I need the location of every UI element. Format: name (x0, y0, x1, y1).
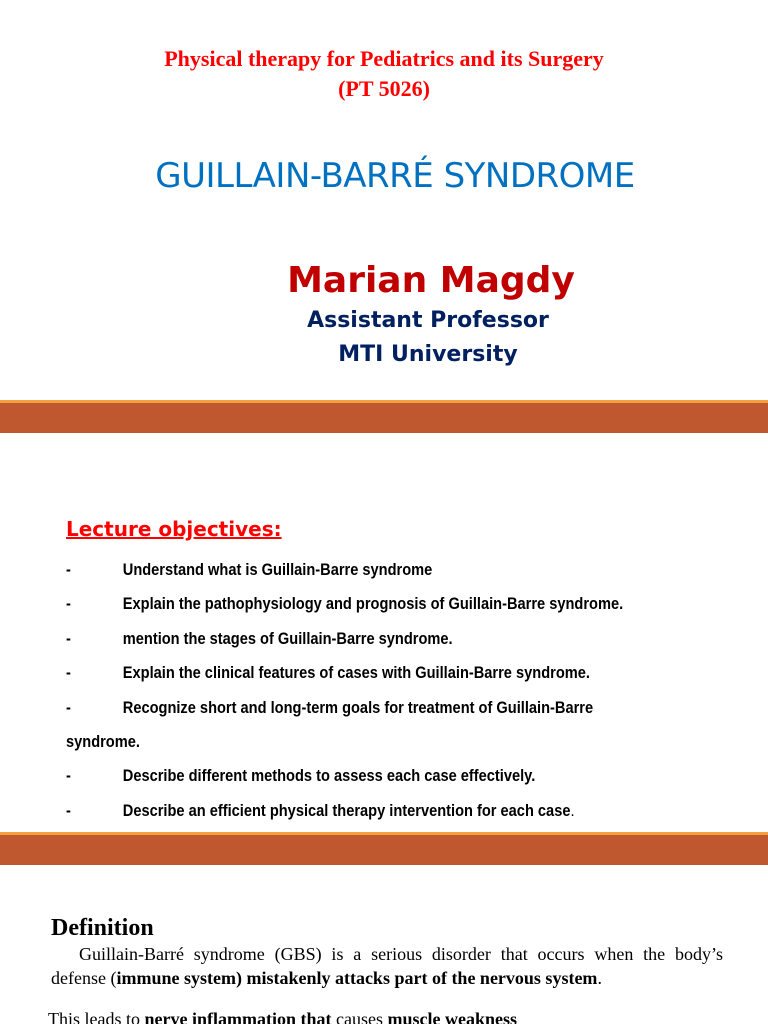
objective-text: Explain the pathophysiology and prognosis of Guillain-Barre syndrome. (122, 594, 624, 614)
paragraph-bold-text: muscle weakness (387, 1009, 517, 1024)
title-slide (0, 0, 768, 400)
course-title (0, 44, 768, 104)
definition-paragraph (51, 942, 723, 990)
objectives-list (66, 553, 746, 828)
definition-heading: Definition (51, 915, 154, 941)
definition-bold-text: immune system) mistakenly attacks part of the nervous system (116, 968, 598, 988)
course-title-line1: Physical therapy for Pediatrics and its Surgery (164, 46, 604, 71)
objective-text: mention the stages of Guillain-Barre syndrome. (122, 628, 453, 648)
objective-item-continuation (66, 725, 745, 759)
objective-item (66, 553, 745, 587)
bullet-dash: - (66, 766, 71, 786)
lecture-title: GUILLAIN-BARRÉ SYNDROME (155, 156, 635, 196)
objective-text: Understand what is Guillain-Barre syndrome (122, 560, 433, 579)
objective-item (66, 691, 745, 725)
definition-paragraph-2 (48, 1007, 748, 1024)
objective-text: Explain the clinical features of cases with Guillain-Barre syndrome. (122, 663, 590, 683)
definition-text-end: . (597, 968, 602, 988)
objective-text: Recognize short and long-term goals for treatment of Guillain-Barre (122, 697, 594, 717)
author-name: Marian Magdy (287, 260, 575, 301)
objective-text: Describe different methods to assess each case effectively. (122, 766, 536, 786)
bullet-dash: - (66, 800, 71, 820)
slide-divider (0, 400, 768, 433)
bullet-dash: - (66, 663, 71, 683)
paragraph-bold-text: nerve inflammation that (144, 1009, 332, 1024)
objective-item (66, 656, 745, 690)
bullet-dash: - (66, 628, 71, 648)
author-role: Assistant Professor (307, 308, 549, 333)
objective-item (66, 759, 745, 793)
bullet-dash: - (66, 560, 71, 579)
slide-divider (0, 832, 768, 865)
bullet-dash: - (66, 697, 71, 717)
paragraph-text: causes (331, 1009, 388, 1024)
objective-item (66, 794, 745, 828)
objective-period: . (570, 800, 575, 820)
objective-item (66, 587, 745, 621)
objectives-heading: Lecture objectives: (66, 517, 282, 541)
definition-slide (0, 865, 768, 1024)
bullet-dash: - (66, 594, 71, 614)
author-organization: MTI University (338, 342, 518, 367)
paragraph-text: This leads to (48, 1009, 145, 1024)
objective-text: syndrome. (66, 732, 140, 752)
objective-item (66, 622, 745, 656)
definition-text: Guillain-Barré syndrome (GBS) is a serious disorder that occurs when the body’s defense ( (51, 944, 723, 988)
objectives-slide (0, 433, 768, 832)
objective-text: Describe an efficient physical therapy intervention for each case (122, 800, 571, 820)
course-code: (PT 5026) (338, 76, 430, 101)
